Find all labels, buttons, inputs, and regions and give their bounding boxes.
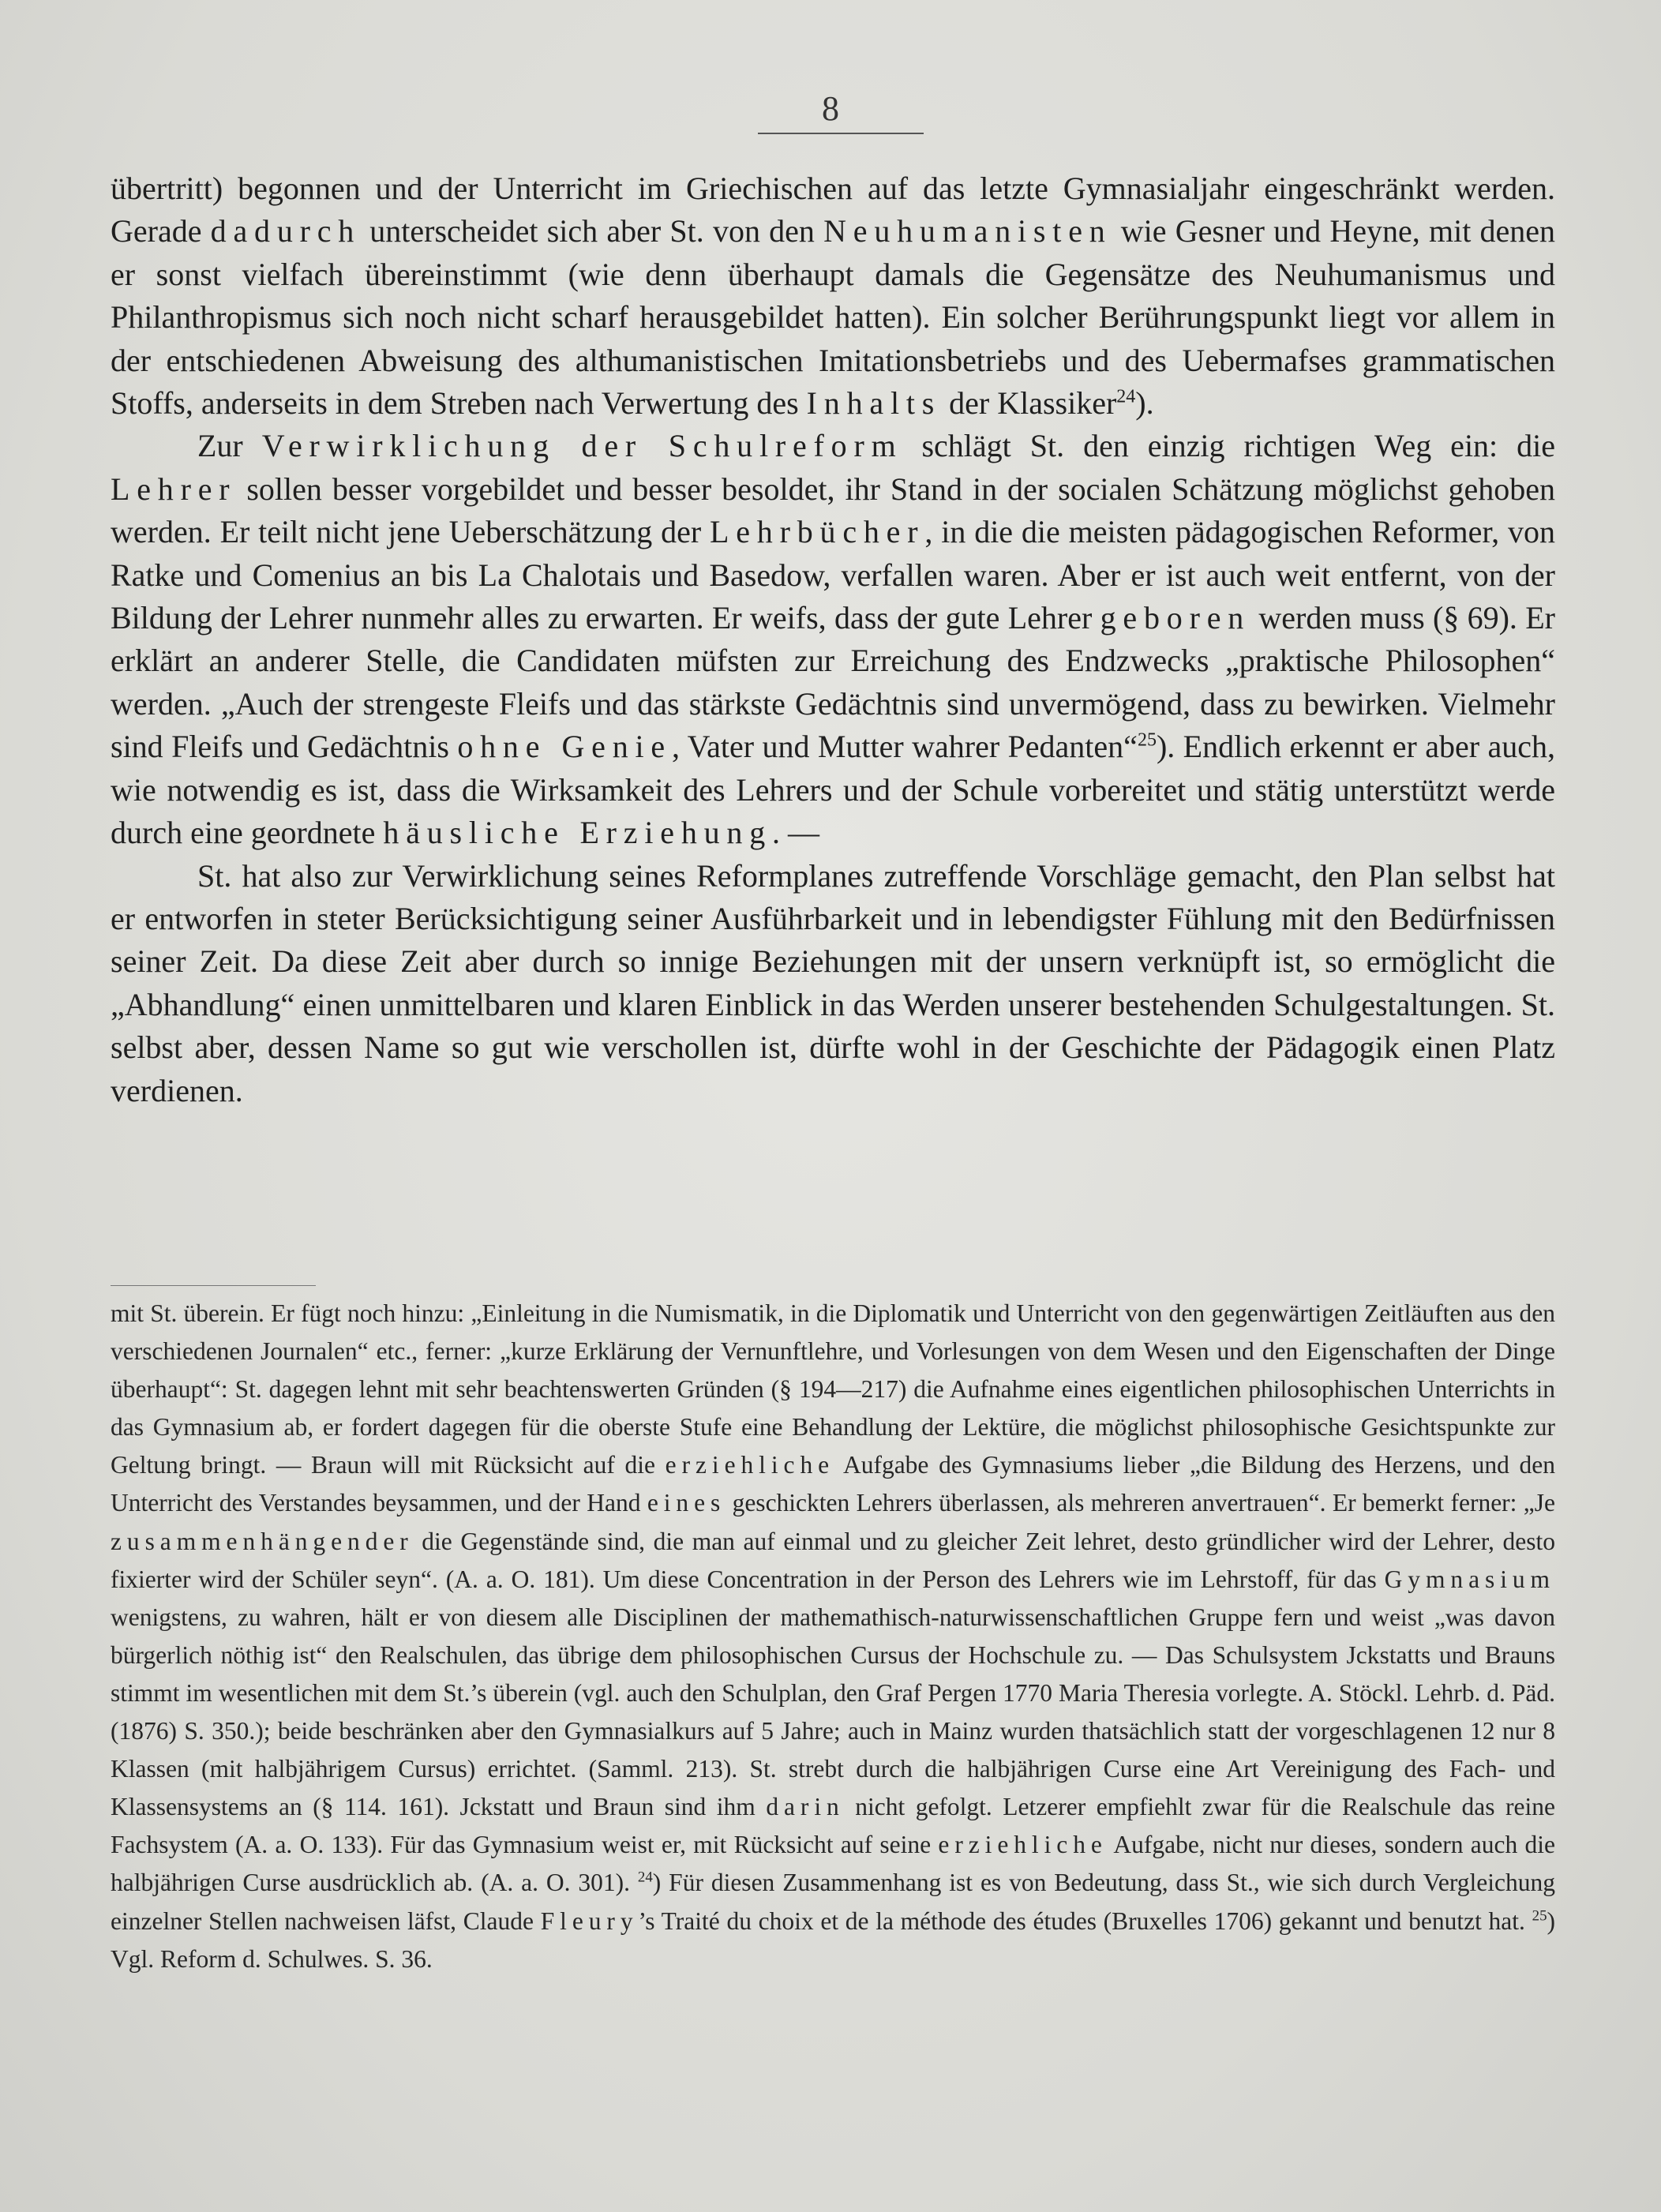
text-run: , in die die meisten pädagogischen Reformer, von Ratke und Comenius an bis La Chalotais und Basedow, verfallen waren. Aber er ist auch weit entfernt, von der Bildung der Lehrer nunmehr alles zu erwarten. Er weifs, dass der gute Lehrer: [111, 514, 1555, 636]
emphasis: dadurch: [210, 213, 362, 249]
paragraph-3: [111, 855, 1555, 1112]
emphasis: Neuhumanisten: [823, 213, 1112, 249]
text-run: werden muss (§ 69). Er erklärt an anderer Stelle, die Candidaten müfsten zur Erreichung des Endzwecks „praktische Philosophen“ werden. „Auch der strengeste Fleifs und das stärkste Gedächtnis sind unvermögend, dass zu bewirken. Vielmehr sind Fleifs und Gedächtnis: [111, 600, 1555, 765]
paragraph-2: [111, 425, 1555, 854]
emphasis: Lehrbücher: [710, 514, 925, 550]
paragraph-1: [111, 167, 1555, 425]
emphasis: zusammenhängender: [111, 1527, 414, 1555]
emphasis: Fleury: [540, 1906, 639, 1935]
emphasis: geboren: [1100, 600, 1251, 636]
text-run: wie Gesner und Heyne, mit denen er sonst vielfach übereinstimmt (wie denn überhaupt damals die Gegensätze des Neuhumanismus und Philanthropismus sich noch nicht scharf herausgebildet hatten). Ein solcher Berührungspunkt liegt vor allem in der entschiedenen Abweisung des althumanistischen Imitationsbetriebs und des Uebermafses grammatischen Stoffs, anderseits in dem Streben nach Verwertung des: [111, 213, 1556, 422]
text-run: St. hat also zur Verwirklichung seines Reformplanes zutreffende Vorschläge gemacht, den Plan selbst hat er entworfen in steter Berücksichtigung seiner Ausführbarkeit und in lebendigster Fühlung mit den Bedürfnissen seiner Zeit. Da diese Zeit aber durch so innige Beziehungen mit der unsern verknüpft ist, so ermöglicht die „Abhandlung“ einen unmittelbaren und klaren Einblick in das Werden unserer bestehenden Schulgestaltungen. St. selbst aber, dessen Name so gut wie verschollen ist, dürfte wohl in der Geschichte der Pädagogik einen Platz verdienen.: [111, 857, 1555, 1108]
text-run: ) Vgl. Reform d. Schulwes. S. 36.: [111, 1906, 1556, 1973]
emphasis: Gymnasium: [1384, 1565, 1555, 1593]
emphasis: erziehliche: [938, 1831, 1108, 1859]
body-text: [111, 167, 1555, 1112]
text-run: ’s Traité du choix et de la méthode des études (Bruxelles 1706) gekannt und benutzt hat.: [638, 1906, 1532, 1935]
text-run: Aufgabe des Gymnasiums lieber „die Bildung des Herzens, und den Unterricht des Verstandes beysammen, und der Hand: [111, 1451, 1555, 1517]
text-run: übertritt) begonnen und der Unterricht im Griechischen auf das letzte Gymnasialjahr eingeschränkt werden. Gerade: [111, 171, 1555, 249]
text-run: Zur: [197, 428, 262, 464]
text-run: Aufgabe, nicht nur dieses, sondern auch die halbjährigen Curse ausdrücklich ab. (A. a. O. 301).: [111, 1831, 1555, 1897]
emphasis: Inhalts: [806, 385, 942, 422]
emphasis: häusliche Erziehung: [383, 815, 773, 851]
footnote-ref-24: 24: [1116, 386, 1136, 407]
footnotes: [111, 1295, 1555, 1978]
text-run: mit St. überein. Er fügt noch hinzu: „Einleitung in die Numismatik, in die Diplomatik und Unterricht von den gegenwärtigen Zeitläuften aus den verschiedenen Journalen“ etc., ferner: „kurze Erklärung der Vernunftlehre, und Vorlesungen von dem Wesen und den Eigenschaften der Dinge überhaupt“: St. dagegen lehnt mit sehr beachtenswerten Gründen (§ 194—217) die Aufnahme eines eigentlichen philosophischen Unterrichts in das Gymnasium ab, er fordert dagegen für die oberste Stufe eine Behandlung der Lektüre, die möglichst philosophische Gesichtspunkte zur Geltung bringt. — Braun will mit Rücksicht auf die: [111, 1299, 1555, 1479]
text-run: ).: [1135, 385, 1154, 422]
header-rule: [758, 133, 924, 134]
footnote-marker-25: 25: [1532, 1907, 1547, 1924]
text-run: , Vater und Mutter wahrer Pedanten“: [672, 729, 1138, 765]
emphasis: darin: [766, 1793, 845, 1821]
text-run: die Gegenstände sind, die man auf einmal und zu gleicher Zeit lehret, desto gründlicher wird der Lehrer, desto fixierter wird der Schüler seyn“. (A. a. O. 181). Um diese Concentration in der Person des Lehrers wie im Lehrstoff, für das: [111, 1527, 1555, 1593]
text-run: ) Für diesen Zusammenhang ist es von Bedeutung, dass St., wie sich durch Vergleichung einzelner Stellen nachweisen läfst, Claude: [111, 1869, 1556, 1935]
text-run: unterscheidet sich aber St. von den: [361, 213, 824, 249]
emphasis: erziehliche: [665, 1451, 835, 1479]
text-run: wenigstens, zu wahren, hält er von diesem alle Disciplinen der mathemathisch-naturwissenschaftlichen Gruppe fern und weist „was davon bürgerlich nöthig ist“ den Realschulen, das übrige dem philosophischen Cursus der Hochschule zu. — Das Schulsystem Jckstatts und Brauns stimmt im wesentlichen mit dem St.’s überein (vgl. auch den Schulplan, den Graf Pergen 1770 Maria Theresia vorlegte. A. Stöckl. Lehrb. d. Päd. (1876) S. 350.); beide beschränken aber den Gymnasialkurs auf 5 Jahre; auch in Mainz wurden thatsächlich statt der vorgeschlagenen 12 nur 8 Klassen (mit halbjährigem Cursus) errichtet. (Samml. 213). St. strebt durch die halbjährigen Curse eine Art Vereinigung des Fach- und Klassensystems an (§ 114. 161). Jckstatt und Braun sind ihm: [111, 1603, 1555, 1821]
text-run: nicht gefolgt. Letzerer empfiehlt zwar für die Realschule das reine Fachsystem (A. a. O. 133). Für das Gymnasium weist er, mit Rücksicht auf seine: [111, 1793, 1556, 1859]
emphasis: Lehrer: [111, 471, 237, 507]
text-run: . —: [772, 815, 820, 851]
text-run: schlägt St. den einzig richtigen Weg ein: die: [902, 428, 1556, 464]
footnote-ref-25: 25: [1137, 729, 1157, 751]
footnote-marker-24: 24: [637, 1869, 653, 1886]
emphasis: ohne Genie: [457, 729, 672, 765]
emphasis: eines: [647, 1489, 726, 1517]
text-run: geschickten Lehrers überlassen, als mehreren anvertrauen“. Er bemerkt ferner: „Je: [726, 1489, 1555, 1517]
emphasis: Verwirklichung der Schulreform: [261, 428, 903, 464]
page-number: 8: [822, 89, 839, 128]
text-run: sollen besser vorgebildet und besser besoldet, ihr Stand in der socialen Schätzung möglichst gehoben werden. Er teilt nicht jene Ueberschätzung der: [111, 471, 1555, 550]
footnote-rule: [111, 1285, 316, 1286]
text-run: der Klassiker: [941, 385, 1117, 422]
text-run: ). Endlich erkennt er aber auch, wie notwendig es ist, dass die Wirksamkeit des Lehrers und der Schule vorbereitet und stätig unterstützt werde durch eine geordnete: [111, 729, 1556, 851]
footnote-block: [111, 1295, 1555, 1978]
